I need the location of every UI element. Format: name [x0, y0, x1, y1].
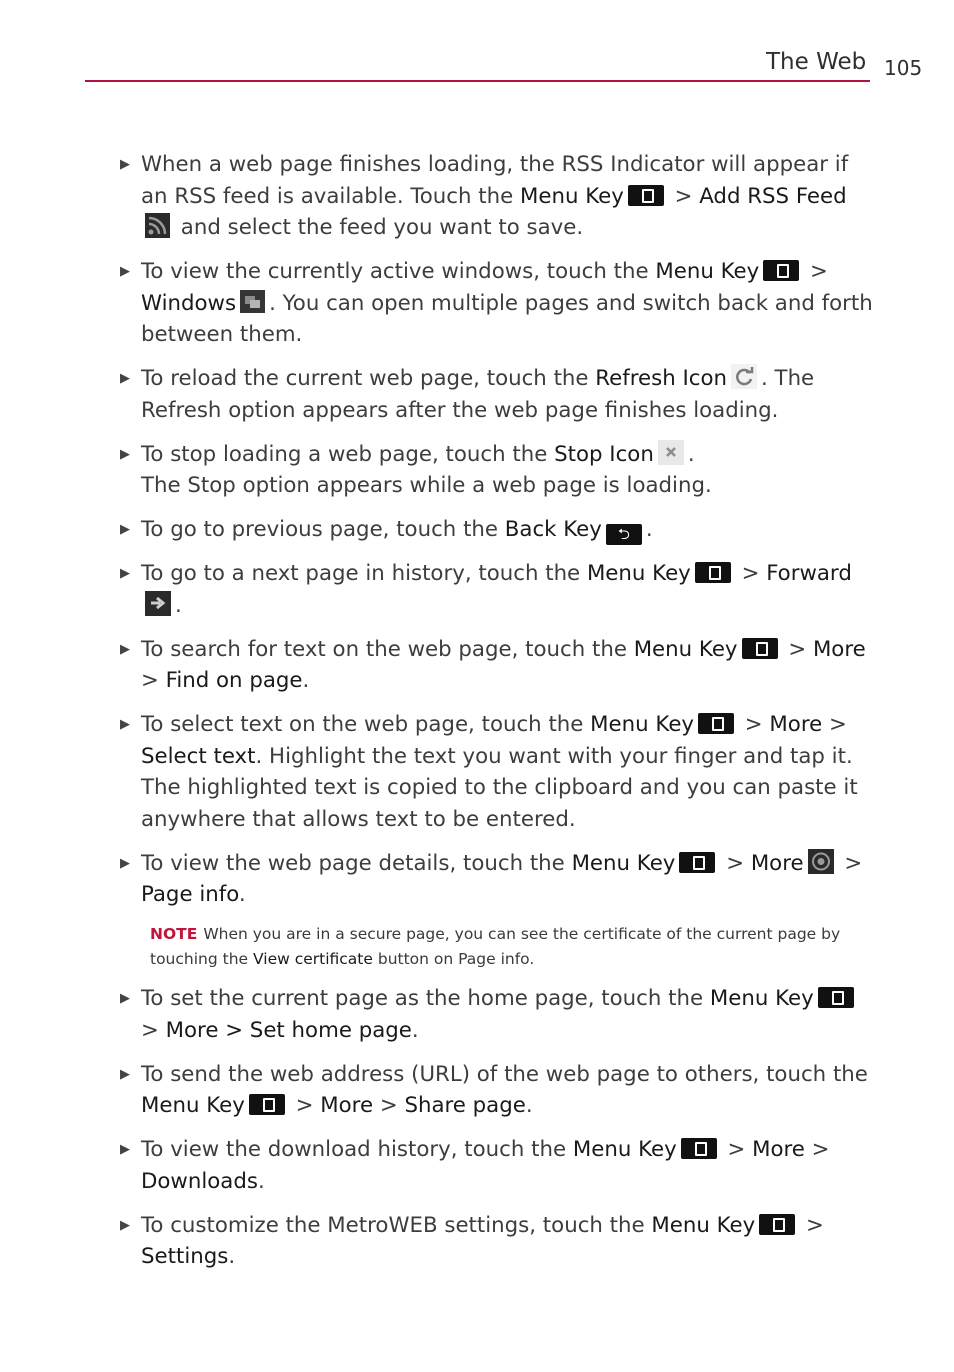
list-item: ▶ To customize the MetroWEB settings, touch the Menu Key > Settings. — [118, 1210, 878, 1273]
rss-feed-icon — [145, 213, 170, 238]
list-item: ▶ When a web page finishes loading, the RSS Indicator will appear if an RSS feed is available. Touch the Menu Key > Add RSS Feed and select the feed you want to save. — [118, 149, 878, 244]
more-label: More — [769, 712, 823, 737]
menu-key-icon — [681, 1138, 717, 1159]
bullet-list — [118, 149, 878, 1285]
bullet-icon: ▶ — [120, 1066, 130, 1082]
menu-key-label: Menu Key — [709, 986, 814, 1011]
note-block: NOTE When you are in a secure page, you can see the certificate of the current page by touching the View certificate button on Page info. — [150, 925, 841, 968]
stop-icon-label: Stop Icon — [554, 441, 654, 467]
list-item: ▶ To send the web address (URL) of the web page to others, touch the Menu Key > More > Share page. — [118, 1059, 878, 1122]
page-info-label: Page info — [141, 882, 239, 907]
page-header-title: The Web — [766, 49, 867, 75]
back-key-icon: ⮌ — [606, 524, 642, 545]
list-item: ▶ To view the web page details, touch the Menu Key > More > Page info. — [118, 848, 878, 911]
menu-key-icon — [695, 562, 731, 583]
select-text-label: Select text — [141, 743, 256, 769]
menu-key-icon — [742, 638, 778, 659]
menu-key-label: Menu Key — [519, 183, 624, 209]
menu-key-icon — [679, 852, 715, 873]
note-label: NOTE — [150, 925, 198, 943]
menu-key-icon — [818, 987, 854, 1008]
list-item: ▶ To view the currently active windows, touch the Menu Key > Windows . You can open multiple pages and switch back and forth between them. — [118, 256, 878, 351]
forward-label: Forward — [766, 561, 852, 586]
stop-icon — [658, 440, 684, 465]
menu-key-label: Menu Key — [141, 1093, 245, 1118]
list-item: ▶ To view the download history, touch the Menu Key > More > Downloads. — [118, 1134, 878, 1197]
share-page-label: Share page — [404, 1093, 526, 1118]
windows-label: Windows — [141, 290, 237, 316]
add-rss-feed-label: Add RSS Feed — [699, 183, 847, 209]
bullet-icon: ▶ — [120, 264, 130, 279]
list-item: ▶ To stop loading a web page, touch the Stop Icon . The Stop option appears while a web page is loading. — [118, 439, 878, 502]
windows-icon — [240, 290, 265, 313]
bullet-icon: ▶ — [120, 991, 130, 1006]
list-item: ▶ To search for text on the web page, touch the Menu Key > More > Find on page. — [118, 634, 878, 697]
menu-key-label: Menu Key — [651, 1212, 756, 1238]
settings-label: Settings — [141, 1244, 229, 1269]
back-key-label: Back Key — [504, 517, 602, 542]
more-label: More — [750, 850, 804, 876]
refresh-icon-label: Refresh Icon — [595, 366, 728, 391]
menu-key-icon — [763, 260, 799, 281]
menu-key-label: Menu Key — [590, 712, 695, 737]
bullet-icon: ▶ — [120, 641, 130, 657]
page-info-icon — [808, 849, 834, 874]
bullet-icon: ▶ — [120, 566, 130, 581]
menu-key-icon — [759, 1214, 795, 1235]
downloads-label: Downloads — [141, 1168, 258, 1194]
bullet-icon: ▶ — [120, 1142, 130, 1157]
menu-key-label: Menu Key — [633, 636, 738, 662]
view-certificate-label: View certificate — [253, 950, 373, 968]
bullet-icon: ▶ — [120, 717, 130, 732]
forward-icon — [145, 591, 171, 616]
list-item: ▶ To go to previous page, touch the Back Key ⮌ . — [118, 514, 878, 546]
bullet-icon: ▶ — [120, 446, 130, 462]
menu-key-icon — [698, 713, 734, 734]
refresh-icon — [731, 364, 757, 389]
more-label: More — [752, 1137, 805, 1162]
menu-key-label: Menu Key — [572, 1137, 677, 1162]
set-home-page-label: More > Set home page — [165, 1017, 412, 1043]
list-item: ▶ To reload the current web page, touch the Refresh Icon . The Refresh option appears after the web page finishes loading. — [118, 363, 878, 426]
bullet-icon: ▶ — [120, 855, 130, 871]
list-item: ▶ To select text on the web page, touch the Menu Key > More > Select text. Highlight the text you want with your finger and tap it. The highlighted text is copied to the clipboard and you can paste it anywhere that allows text to be entered. — [118, 709, 878, 835]
menu-key-label: Menu Key — [655, 259, 760, 284]
menu-key-label: Menu Key — [586, 561, 691, 586]
bullet-icon: ▶ — [120, 522, 130, 537]
bullet-icon: ▶ — [120, 371, 130, 386]
find-on-page-label: Find on page — [165, 668, 303, 693]
bullet-icon: ▶ — [120, 1217, 130, 1233]
menu-key-label: Menu Key — [571, 850, 676, 876]
page-number: 105 — [884, 56, 923, 80]
list-item: ▶ To go to a next page in history, touch the Menu Key > Forward. — [118, 558, 878, 621]
header-divider — [85, 80, 870, 82]
menu-key-icon — [628, 185, 664, 206]
bullet-icon: ▶ — [120, 157, 130, 172]
menu-key-icon — [249, 1094, 285, 1115]
list-item: ▶ To set the current page as the home page, touch the Menu Key > More > Set home page. — [118, 983, 878, 1046]
more-label: More — [812, 636, 866, 662]
more-label: More — [320, 1093, 374, 1118]
